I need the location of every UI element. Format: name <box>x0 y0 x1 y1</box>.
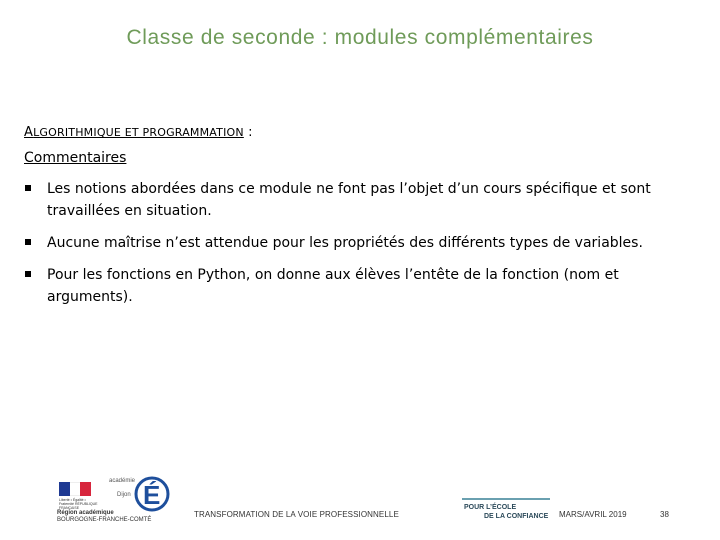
bullet-text: Aucune maîtrise n’est attendue pour les propriétés des différents types de variables. <box>47 235 643 251</box>
region-line1: Région académique <box>57 510 114 516</box>
footer-label: TRANSFORMATION DE LA VOIE PROFESSIONNELLE <box>194 510 399 519</box>
bullet-list <box>24 178 684 318</box>
section-heading-initial: A <box>24 125 34 140</box>
ecole-line1: POUR L’ÉCOLE <box>464 504 517 511</box>
region-line2: BOURGOGNE-FRANCHE-COMTÉ <box>57 517 152 523</box>
list-item <box>24 232 684 254</box>
slide-title: Classe de seconde : modules complémentaires <box>126 26 594 49</box>
list-item <box>24 178 684 222</box>
french-flag-icon <box>59 482 91 496</box>
ecole-line2: DE LA CONFIANCE <box>484 513 549 520</box>
svg-text:É: É <box>143 480 161 510</box>
section-heading-colon: : <box>243 125 253 140</box>
bullet-text: Les notions abordées dans ce module ne font pas l’objet d’un cours spécifique et sont travaillées en situation. <box>47 181 651 219</box>
footer-date: MARS/AVRIL 2019 <box>559 510 627 519</box>
academie-logo-text: académie <box>109 478 136 484</box>
logo-bar <box>462 498 550 500</box>
section-heading-text: LGORITHMIQUE ET PROGRAMMATION <box>33 126 244 139</box>
ecole-confiance-logo <box>460 496 555 526</box>
rf-logo-text: Liberté • Égalité • Fraternité RÉPUBLIQUE FRANÇAISE <box>59 498 98 510</box>
square-bullet-icon <box>25 271 31 277</box>
square-bullet-icon <box>25 185 31 191</box>
page-number: 38 <box>660 510 669 519</box>
square-bullet-icon <box>25 239 31 245</box>
section-heading <box>24 125 253 140</box>
svg-text:Dijon: Dijon <box>117 492 131 498</box>
list-item <box>24 264 684 308</box>
comments-subheading: Commentaires <box>24 150 127 166</box>
bullet-text: Pour les fonctions en Python, on donne aux élèves l’entête de la fonction (nom et arguments). <box>47 267 619 305</box>
academie-dijon-logo <box>107 466 171 516</box>
academie-e-icon <box>107 466 171 516</box>
